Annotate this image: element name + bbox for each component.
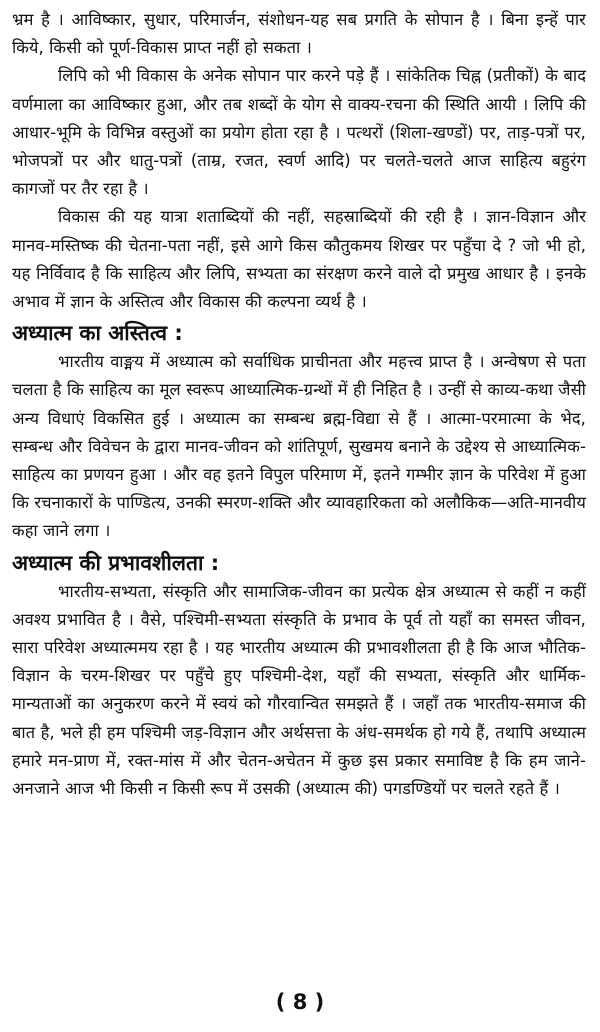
paragraph-journey-of-development: विकास की यह यात्रा शताब्दियों की नहीं, सहस्राब्दियों की रही है । ज्ञान-विज्ञान और मानव-मस्तिष्क की चेतना-पता नहीं, इसे आगे किस कौतुकमय शिखर पर पहुँचा दे ? जो भी हो, यह निर्विवाद है कि साहित्य और लिपि, सभ्यता का संरक्षण करने वाले दो प्रमुख आधार है । इनके अभाव में ज्ञान के अस्तित्व और विकास की कल्पना व्यर्थ है । xyxy=(12,207,586,312)
section-heading-influence-of-spirituality: अध्यात्म की प्रभावशीलता : xyxy=(12,550,220,575)
section-heading-existence-of-spirituality: अध्यात्म का अस्तित्व : xyxy=(12,321,183,346)
paragraph-script-development: लिपि को भी विकास के अनेक सोपान पार करने पड़े हैं । सांकेतिक चिह्न (प्रतीकों) के बाद वर्णमाला का आविष्कार हुआ, और तब शब्दों के योग से वाक्य-रचना की स्थिति आयी । लिपि की आधार-भूमि के विभिन्न वस्तुओं का प्रयोग होता रहा है । पत्थरों (शिला-खण्डों) पर, ताड़-पत्रों पर, भोजपत्रों पर और धातु-पत्रों (ताम्र, रजत, स्वर्ण आदि) पर चलते-चलते आज साहित्य बहुरंग कागजों पर तैर रहा है । xyxy=(12,66,586,199)
paragraph-continuation: भ्रम है । आविष्कार, सुधार, परिमार्जन, संशोधन-यह सब प्रगति के सोपान है । बिना इन्हें पार किये, किसी को पूर्ण-विकास प्राप्त नहीं हो सकता । xyxy=(12,10,586,58)
page-number: ( 8 ) xyxy=(275,990,325,1014)
paragraph-existence-of-spirituality: भारतीय वाङ्मय में अध्यात्म को सर्वाधिक प्राचीनता और महत्त्व प्राप्त है । अन्वेषण से पता चलता है कि साहित्य का मूल स्वरूप आध्यात्मिक-ग्रन्थों में ही निहित है । उन्हीं से काव्य-कथा जैसी अन्य विधाएं विकसित हुई । अध्यात्म का सम्बन्ध ब्रह्म-विद्या से हैं । आत्मा-परमात्मा के भेद, सम्बन्ध और विवेचन के द्वारा मानव-जीवन को शांतिपूर्ण, सुखमय बनाने के उद्देश्य से आध्यात्मिक-साहित्य का प्रणयन हुआ । और वह इतने विपुल परिमाण में, इतने गम्भीर ज्ञान के परिवेश में हुआ कि रचनाकारों के पाण्डित्य, उनकी स्मरण-शक्ति और व्यावहारिकता को अलौकिक—अति-मानवीय कहा जाने लगा । xyxy=(12,352,586,541)
paragraph-influence-of-spirituality: भारतीय-सभ्यता, संस्कृति और सामाजिक-जीवन का प्रत्येक क्षेत्र अध्यात्म से कहीं न कहीं अवश्य प्रभावित है । वैसे, पश्चिमी-सभ्यता संस्कृति के प्रभाव के पूर्व तो यहाँ का समस्त जीवन, सारा परिवेश अध्यात्ममय रहा है । यह भारतीय अध्यात्म की प्रभावशीलता ही है कि आज भौतिक-विज्ञान के चरम-शिखर पर पहुँचे हुए पश्चिमी-देश, यहाँ की सभ्यता, संस्कृति और धार्मिक-मान्यताओं का अनुकरण करने में स्वयं को गौरवान्वित समझते हैं । जहाँ तक भारतीय-समाज की बात है, भले ही हम पश्चिमी जड़-विज्ञान और अर्थसत्ता के अंध-समर्थक हो गये हैं, तथापि अध्यात्म हमारे मन-प्राण में, रक्त-मांस में और चेतन-अचेतन में कुछ इस प्रकार समाविष्ट है कि हम जाने-अनजाने आज भी किसी न किसी रूप में उसकी (अध्यात्म की) पगडण्डियों पर चलते रहते हैं । xyxy=(12,581,586,799)
